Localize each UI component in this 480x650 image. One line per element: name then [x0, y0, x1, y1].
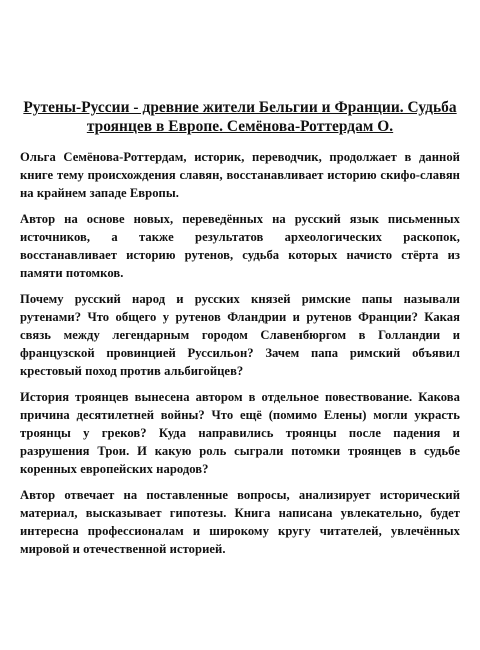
document-page: [20, 98, 460, 566]
paragraph-questions-ruthenians: Почему русский народ и русских князей римские папы называли рутенами? Что общего у рутенов Фландрии и рутенов Франции? Какая связь между легендарным городом Славенбюргом в Голландии и французской провинцией Руссильон? Зачем папа римский объявил крестовый поход против альбигойцев?: [20, 292, 460, 378]
paragraph-conclusion: Автор отвечает на поставленные вопросы, анализирует исторический материал, высказывает гипотезы. Книга написана увлекательно, будет интересна профессионалам и широкому кругу читателей, увлечённых мировой и отечественной историей.: [20, 488, 460, 556]
paragraph-intro: Ольга Семёнова-Роттердам, историк, переводчик, продолжает в данной книге тему происхождения славян, восстанавливает историю скифо-славян на крайнем западе Европы.: [20, 150, 460, 200]
document-title: Рутены-Руссии - древние жители Бельгии и Франции. Судьба троянцев в Европе. Семёнова-Роттердам О.: [23, 99, 457, 135]
paragraph-sources: Автор на основе новых, переведённых на русский язык письменных источников, а также результатов археологических раскопок, восстанавливает историю рутенов, судьба которых начисто стёрта из памяти потомков.: [20, 212, 460, 280]
paragraph-trojans: История троянцев вынесена автором в отдельное повествование. Какова причина десятилетней войны? Что ещё (помимо Елены) могли украсть троянцы у греков? Куда направились троянцы после падения и разрушения Трои. И какую роль сыграли потомки троянцев в судьбе коренных европейских народов?: [20, 390, 460, 476]
